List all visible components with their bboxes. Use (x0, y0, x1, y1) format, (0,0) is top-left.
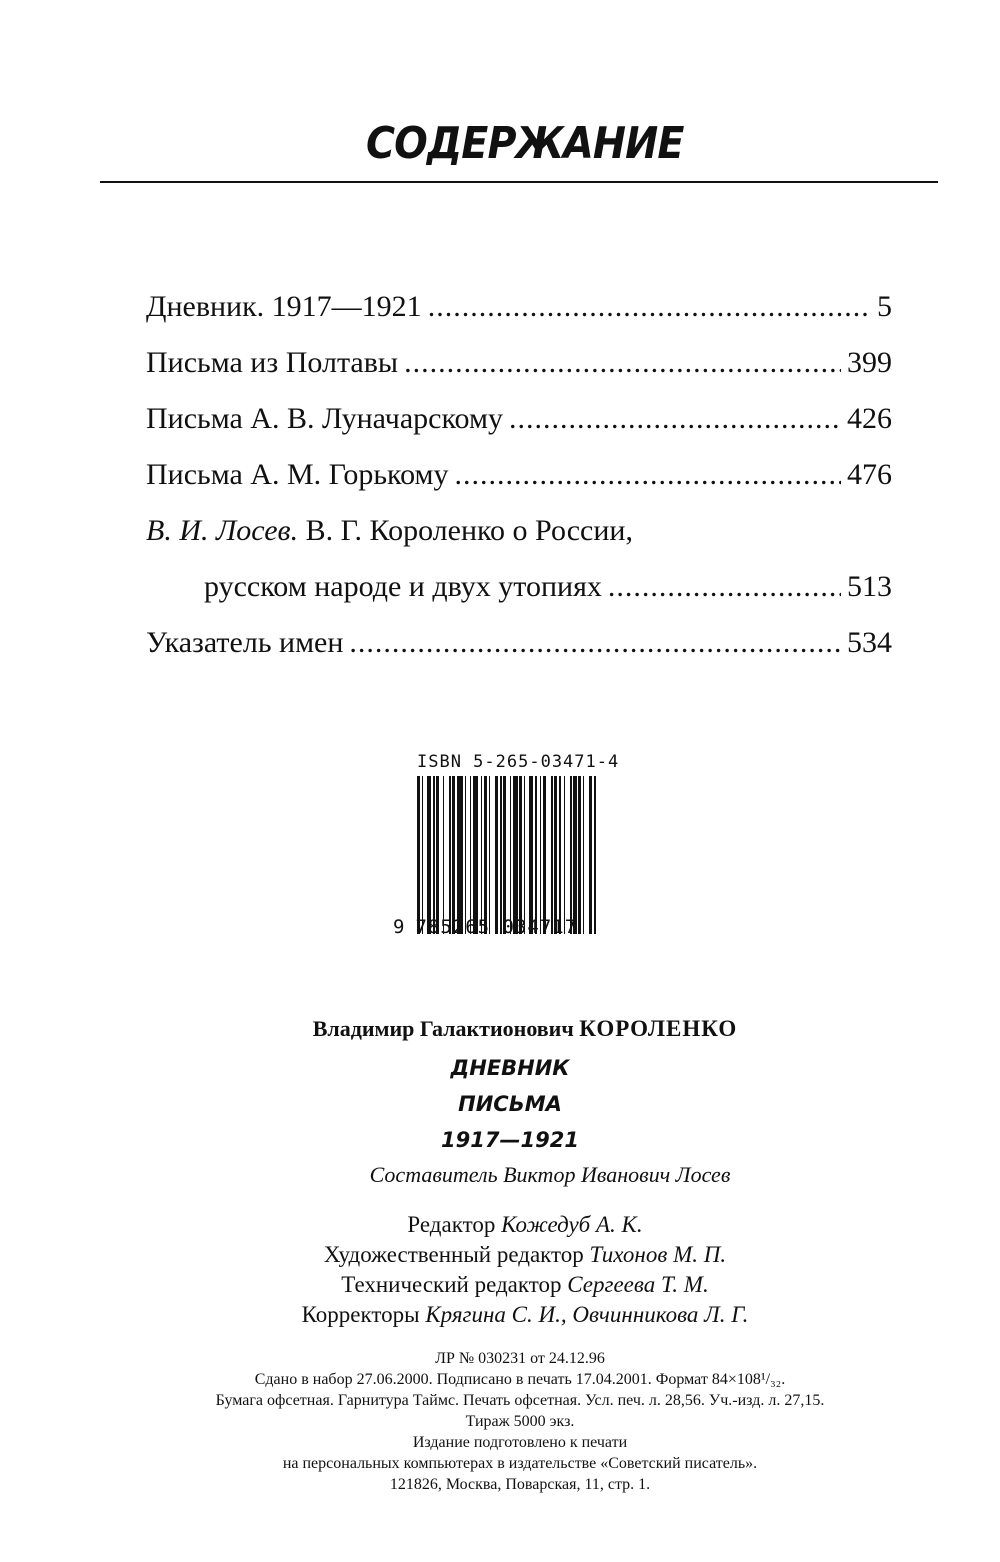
toc-entry-label: Указатель имен (146, 626, 344, 659)
imprint-line: ЛР № 030231 от 24.12.96 (435, 1350, 605, 1367)
barcode-digits (393, 916, 645, 938)
toc-entry[interactable] (146, 626, 892, 682)
toc-leader-dots (608, 570, 841, 604)
editorial-staff (50, 1210, 1000, 1330)
toc-leader-dots (455, 458, 841, 492)
table-of-contents (146, 290, 892, 682)
colophon (0, 1016, 1000, 1495)
staff-name: Сергеева Т. М. (567, 1272, 709, 1297)
staff-line (50, 1300, 1000, 1330)
toc-entry-page: 476 (847, 458, 892, 491)
staff-name: Тихонов М. П. (589, 1242, 727, 1267)
barcode-bars (417, 776, 645, 934)
title-rule (100, 181, 938, 183)
staff-role: Редактор (407, 1212, 496, 1237)
book-author (50, 1016, 1000, 1042)
book-title-letters: ПИСЬМА (458, 1092, 562, 1116)
barcode-remaining-digits: 785265 034717 (415, 916, 578, 938)
toc-entry-page: 5 (877, 290, 892, 323)
staff-line (50, 1210, 1000, 1240)
toc-entry-label: В. Г. Короленко о России, (305, 514, 633, 547)
imprint-line: 121826, Москва, Поварская, 11, стр. 1. (389, 1476, 651, 1493)
toc-entry-label: Письма из Полтавы (146, 346, 399, 379)
toc-entry[interactable] (146, 402, 892, 458)
staff-line (50, 1240, 1000, 1270)
toc-leader-dots (509, 402, 841, 436)
staff-name: Кожедуб А. К. (501, 1212, 643, 1237)
toc-leader-dots (404, 346, 841, 380)
staff-line (50, 1270, 1000, 1300)
imprint-line: Тираж 5000 экз. (465, 1413, 575, 1430)
staff-role: Художественный редактор (323, 1242, 584, 1267)
toc-entry[interactable] (146, 290, 892, 346)
isbn-barcode (393, 752, 645, 938)
toc-entry-page: 426 (847, 402, 892, 435)
staff-role: Корректоры (301, 1302, 420, 1327)
imprint-line: Бумага офсетная. Гарнитура Таймс. Печать офсетная. Усл. печ. л. 28,56. Уч.-изд. л. 27,15. (215, 1392, 825, 1409)
imprint-line: Издание подготовлено к печати (412, 1434, 628, 1451)
toc-entry-label: Письма А. М. Горькому (146, 458, 449, 491)
imprint-line: Сдано в набор 27.06.2000. Подписано в печать 17.04.2001. Формат 84×108¹/₃₂. (254, 1371, 786, 1388)
isbn-number: ISBN 5-265-03471-4 (417, 752, 620, 772)
staff-role: Технический редактор (341, 1272, 562, 1297)
book-title-diary: ДНЕВНИК (450, 1056, 570, 1080)
barcode-first-digit: 9 (393, 916, 406, 938)
imprint-line: на персональных компьютерах в издательстве «Советский писатель». (282, 1455, 758, 1472)
compiler-credit: Составитель Виктор Иванович Лосев (369, 1162, 731, 1187)
toc-entry-page: 534 (847, 626, 892, 659)
toc-entry[interactable] (146, 346, 892, 402)
page-title: СОДЕРЖАНИЕ (366, 118, 684, 169)
author-given-names: Владимир Галактионович (312, 1016, 574, 1041)
toc-entry[interactable] (146, 458, 892, 514)
toc-entry-page: 399 (847, 346, 892, 379)
toc-leader-dots (428, 290, 871, 324)
author-surname: КОРОЛЕНКО (579, 1016, 738, 1041)
toc-entry-essay-line2[interactable] (146, 570, 892, 626)
toc-essay-author: В. И. Лосев. (146, 514, 299, 547)
toc-leader-dots (349, 626, 841, 660)
toc-entry-label: Письма А. В. Луначарскому (146, 402, 503, 435)
barcode-gap (596, 776, 599, 934)
toc-entry-label: Дневник. 1917—1921 (146, 290, 422, 323)
toc-entry-page: 513 (847, 570, 892, 603)
toc-entry-essay-line1[interactable] (146, 514, 892, 570)
staff-name: Крягина С. И., Овчинникова Л. Г. (425, 1302, 749, 1327)
book-years: 1917—1921 (441, 1128, 579, 1152)
imprint-details (40, 1348, 1000, 1495)
toc-entry-label-continued: русском народе и двух утопиях (204, 570, 602, 603)
